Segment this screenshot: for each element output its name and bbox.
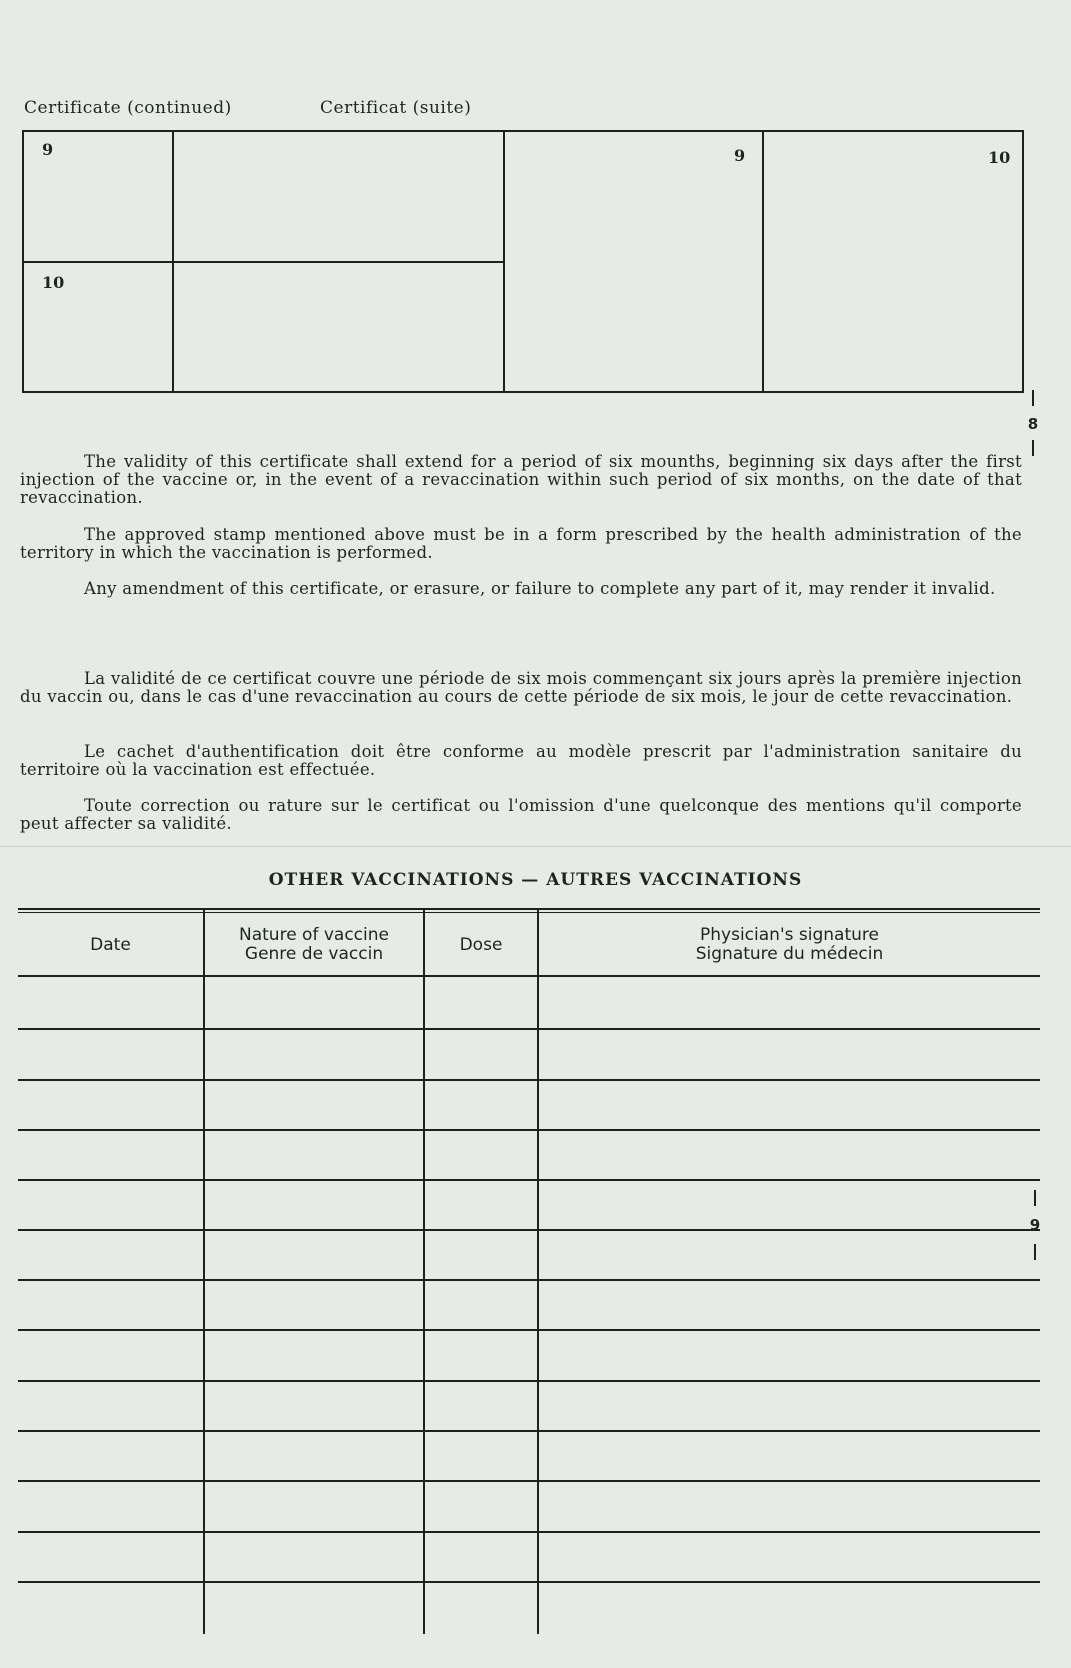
column-header-date: Date — [90, 935, 131, 955]
column-header-nature-fr: Genre de vaccin — [244, 944, 384, 964]
grid-line — [1022, 130, 1024, 393]
page-number-9: 9 — [1029, 1216, 1041, 1234]
page-mark-bar — [1034, 1190, 1036, 1206]
header-certificat-suite: Certificat (suite) — [320, 98, 472, 118]
table-row — [18, 1430, 1040, 1432]
page-mark-bar — [1032, 440, 1034, 456]
table-row — [18, 1129, 1040, 1131]
cell-number: 9 — [734, 146, 746, 165]
table-row — [18, 1480, 1040, 1482]
other-vaccinations-title: OTHER VACCINATIONS — AUTRES VACCINATIONS — [268, 870, 803, 890]
column-header-signature-en: Physician's signature — [700, 925, 879, 945]
stamp-paragraph-fr: Le cachet d'authentification doit être conforme au modèle prescrit par l'administration sanitaire du territoire où la vaccination est effectuée. — [20, 742, 1022, 779]
cell-number: 10 — [42, 273, 65, 292]
other-vaccinations-table — [18, 908, 1040, 1634]
table-line — [423, 910, 425, 1634]
certificate-grid — [22, 130, 1024, 393]
table-line — [18, 912, 1040, 913]
table-row — [18, 1329, 1040, 1331]
table-row — [18, 1079, 1040, 1081]
table-row — [18, 1380, 1040, 1382]
table-row — [18, 1581, 1040, 1583]
table-row — [18, 1179, 1040, 1181]
validity-paragraph-fr: La validité de ce certificat couvre une période de six mois commençant six jours après la première injection du vaccin ou, dans le cas d'une revaccination au cours de cette période de six mois, le jour de cette revaccination. — [20, 669, 1022, 706]
correction-paragraph-fr: Toute correction ou rature sur le certificat ou l'omission d'une quelconque des mentions qu'il comporte peut affecter sa validité. — [20, 796, 1022, 833]
table-row — [18, 1531, 1040, 1533]
table-row — [18, 975, 1040, 977]
table-line — [18, 908, 1040, 910]
amendment-paragraph-en: Any amendment of this certificate, or erasure, or failure to complete any part of it, may render it invalid. — [84, 579, 996, 598]
table-row — [18, 1028, 1040, 1030]
grid-line — [22, 261, 505, 263]
stamp-paragraph-en: The approved stamp mentioned above must be in a form prescribed by the health administration of the territory in which the vaccination is performed. — [20, 525, 1022, 562]
table-line — [537, 910, 539, 1634]
table-line — [203, 910, 205, 1634]
page-number-8: 8 — [1027, 415, 1039, 433]
column-header-dose: Dose — [459, 935, 503, 955]
header-certificate-continued: Certificate (continued) — [24, 98, 232, 118]
table-row — [18, 1279, 1040, 1281]
column-header-nature-en: Nature of vaccine — [239, 925, 389, 945]
grid-line — [762, 130, 764, 393]
column-header-signature-fr: Signature du médecin — [695, 944, 884, 964]
fold-line — [0, 846, 1071, 847]
page-mark-bar — [1032, 390, 1034, 406]
validity-paragraph-en: The validity of this certificate shall extend for a period of six mounths, beginning six days after the first injection of the vaccine or, in the event of a revaccination within such period of six months, on the date of that revaccination. — [20, 452, 1022, 507]
table-row — [18, 1229, 1040, 1231]
cell-number: 9 — [42, 140, 54, 159]
cell-number: 10 — [988, 148, 1011, 167]
page-mark-bar — [1034, 1244, 1036, 1260]
